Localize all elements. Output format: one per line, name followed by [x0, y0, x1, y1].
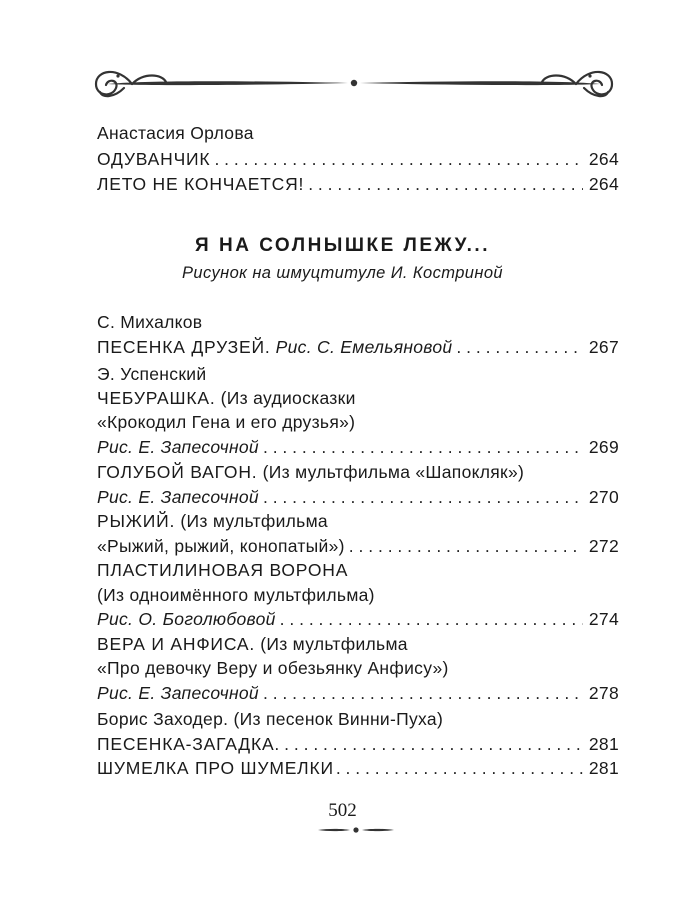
section-title: Я НА СОЛНЫШКЕ ЛЕЖУ... — [195, 235, 490, 256]
toc-title: ШУМЕЛКА ПРО ШУМЕЛКИ — [97, 758, 334, 778]
toc-note: (Из мультфильма «Шапокляк») — [262, 462, 525, 482]
toc-title: ЧЕБУРАШКА. — [97, 388, 216, 408]
toc-note: (Из мультфильма — [180, 511, 328, 531]
author-name: Борис Заходер. — [97, 709, 229, 729]
toc-page: 272 — [588, 536, 619, 556]
leader-dots — [274, 732, 582, 756]
toc-title: ЛЕТО НЕ КОНЧАЕТСЯ! — [97, 174, 305, 194]
toc-page: 274 — [588, 609, 619, 629]
leader-dots — [349, 534, 583, 558]
toc-note: (Из песенок Винни-Пуха) — [233, 709, 444, 729]
toc-entry-title[interactable] — [97, 460, 619, 484]
header-ornament-icon — [88, 58, 620, 106]
footer-ornament-icon — [316, 823, 396, 837]
author-uspensky: Э. Успенский — [97, 364, 207, 384]
toc-entry-title[interactable] — [97, 632, 619, 656]
toc-entry[interactable] — [97, 534, 619, 558]
toc-page: 281 — [588, 734, 619, 754]
toc-title: ОДУВАНЧИК — [97, 149, 211, 169]
illustrator: Рис. Е. Запесочной — [97, 487, 259, 507]
leader-dots — [280, 607, 583, 631]
toc-entry[interactable] — [97, 681, 619, 705]
toc-title: ПЕСЕНКА-ЗАГАДКА — [97, 734, 275, 754]
toc-title: РЫЖИЙ. — [97, 511, 176, 531]
toc-page: 270 — [588, 487, 619, 507]
toc-note: (Из аудиосказки — [220, 388, 356, 408]
toc-note: «Рыжий, рыжий, конопатый») — [97, 536, 345, 556]
illustrator: Рис. Е. Запесочной — [97, 437, 259, 457]
toc-title: ПЕСЕНКА ДРУЗЕЙ. — [97, 337, 271, 357]
toc-page: 264 — [588, 174, 619, 194]
toc-title: ГОЛУБОЙ ВАГОН. — [97, 462, 258, 482]
toc-page: 269 — [588, 437, 619, 457]
leader-dots — [336, 756, 583, 780]
toc-entry-title[interactable] — [97, 509, 619, 533]
toc-entry[interactable] — [97, 435, 619, 459]
toc-entry[interactable] — [97, 172, 619, 196]
toc-page: 267 — [588, 337, 619, 357]
author-orlova: Анастасия Орлова — [97, 123, 254, 143]
author-mikhalkov: С. Михалков — [97, 312, 203, 332]
toc-entry[interactable] — [97, 756, 619, 780]
toc-entry[interactable] — [97, 335, 619, 359]
toc-note: (Из одноимённого мультфильма) — [97, 585, 375, 605]
leader-dots — [263, 485, 583, 509]
toc-page: 264 — [588, 149, 619, 169]
toc-page: 281 — [588, 758, 619, 778]
leader-dots — [456, 335, 582, 359]
toc-title[interactable]: ПЛАСТИЛИНОВАЯ ВОРОНА — [97, 560, 349, 580]
leader-dots — [214, 147, 582, 171]
toc-entry-title[interactable] — [97, 386, 619, 410]
leader-dots — [263, 435, 583, 459]
toc-note: «Крокодил Гена и его друзья») — [97, 412, 356, 432]
toc-entry[interactable] — [97, 732, 619, 756]
toc-entry[interactable] — [97, 147, 619, 171]
illustrator: Рис. О. Боголюбовой — [97, 609, 276, 629]
toc-note: (Из мультфильма — [260, 634, 408, 654]
leader-dots — [308, 172, 583, 196]
toc-entry[interactable] — [97, 485, 619, 509]
section-subtitle: Рисунок на шмуцтитуле И. Костриной — [182, 264, 503, 282]
illustrator: Рис. С. Емельяновой — [275, 337, 453, 357]
toc-title: ВЕРА И АНФИСА. — [97, 634, 256, 654]
illustrator: Рис. Е. Запесочной — [97, 683, 259, 703]
page-number: 502 — [328, 800, 357, 821]
toc-page: 278 — [588, 683, 619, 703]
toc-note: «Про девочку Веру и обезьянку Анфису») — [97, 658, 449, 678]
leader-dots — [263, 681, 583, 705]
author-zakhoder — [97, 707, 619, 731]
toc-entry[interactable] — [97, 607, 619, 631]
